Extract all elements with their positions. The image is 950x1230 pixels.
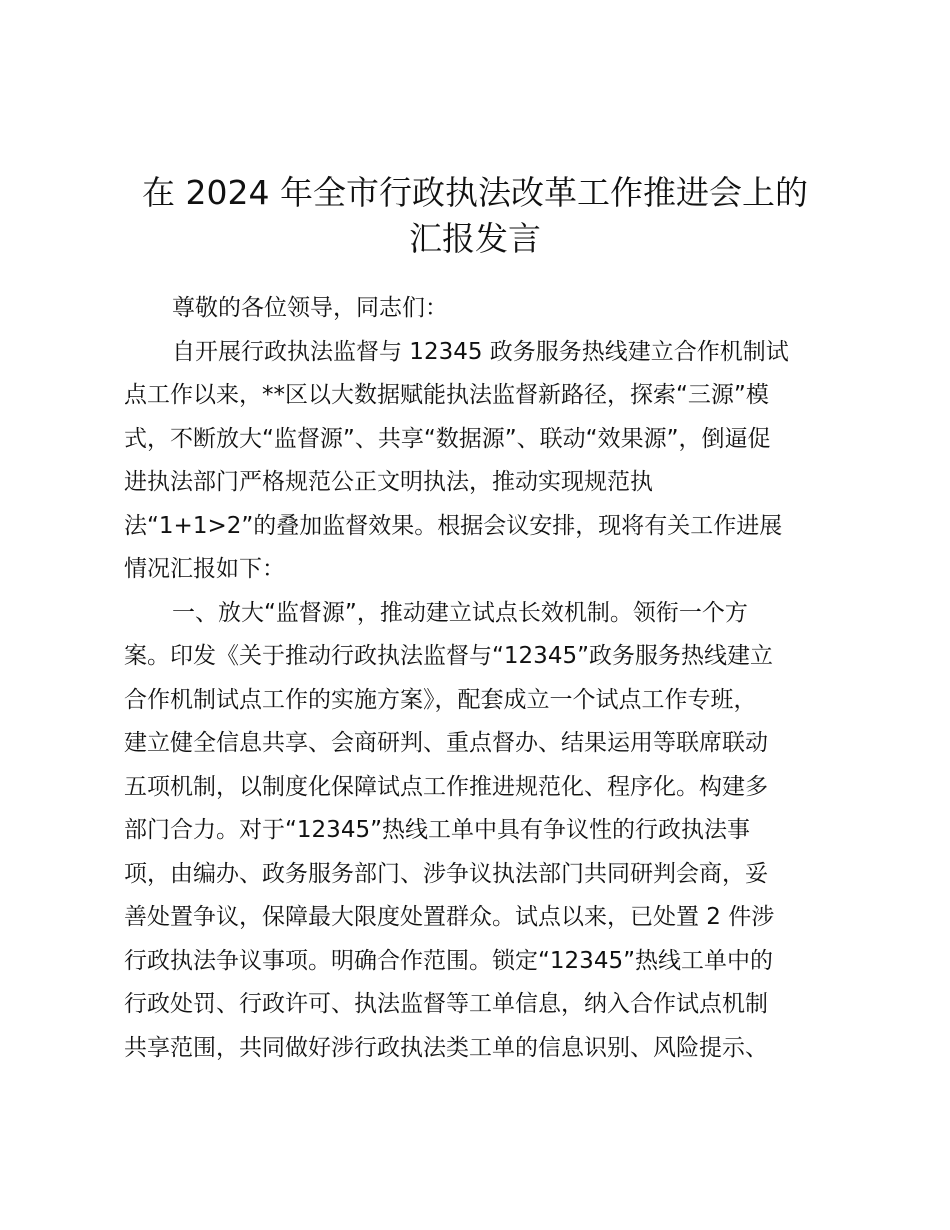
title-line: 在 2024 年全市行政执法改革工作推进会上的	[142, 173, 808, 212]
paragraph-line: 自开展行政执法监督与 12345 政务服务热线建立合作机制试	[172, 338, 789, 365]
paragraph-line: 情况汇报如下：	[124, 556, 285, 582]
paragraph-line: 式，不断放大“监督源”、共享“数据源”、联动“效果源”，倒逼促	[124, 425, 771, 452]
title-line: 汇报发言	[409, 219, 541, 258]
paragraph-line: 项，由编办、政务服务部门、涉争议执法部门共同研判会商，妥	[124, 860, 768, 887]
paragraph-line: 案。印发《关于推动行政执法监督与“12345”政务服务热线建立	[124, 643, 773, 669]
paragraph-line: 部门合力。对于“12345”热线工单中具有争议性的行政执法事	[124, 817, 750, 843]
paragraph-line: 建立健全信息共享、会商研判、重点督办、结果运用等联席联动	[124, 730, 768, 756]
document-body	[124, 287, 836, 1070]
paragraph-line: 五项机制，以制度化保障试点工作推进规范化、程序化。构建多	[124, 773, 768, 800]
paragraph-line: 善处置争议，保障最大限度处置群众。试点以来，已处置 2 件涉	[124, 904, 775, 930]
paragraph-line: 行政处罚、行政许可、执法监督等工单信息，纳入合作试点机制	[124, 991, 768, 1017]
paragraph-line: 进执法部门严格规范公正文明执法，推动实现规范执	[124, 469, 653, 495]
paragraph-line: 行政执法争议事项。明确合作范围。锁定“12345”热线工单中的	[124, 947, 773, 974]
paragraph-line: 共享范围，共同做好涉行政执法类工单的信息识别、风险提示、	[124, 1034, 768, 1061]
paragraph-line: 合作机制试点工作的实施方案》，配套成立一个试点工作专班，	[124, 686, 757, 713]
paragraph-line: 法“1+1>2”的叠加监督效果。根据会议安排，现将有关工作进展	[124, 512, 783, 539]
paragraph-line: 点工作以来，**区以大数据赋能执法监督新路径，探索“三源”模	[124, 382, 769, 408]
document-title	[100, 170, 850, 262]
salutation: 尊敬的各位领导，同志们：	[172, 295, 448, 321]
paragraph-line: 一、放大“监督源”，推动建立试点长效机制。领衔一个方	[172, 599, 748, 626]
